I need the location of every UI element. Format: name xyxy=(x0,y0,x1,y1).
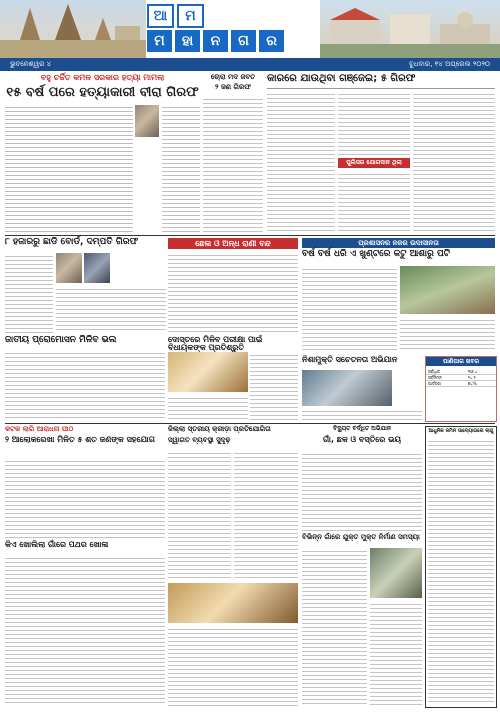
issue-date: ବୁଧବାର, ୧୪ ଅପ୍ରେଲ ୨୦୨୦ xyxy=(409,60,490,68)
story-headline: ବିଭିନ୍ନ ଗାଁରେ ଯୁକ୍ତ ମୁକ୍ତ ନିର୍ମାଣ ସମସ୍ୟା xyxy=(302,533,420,541)
story-body xyxy=(234,450,298,580)
story-body xyxy=(338,171,410,232)
story-body xyxy=(302,548,367,706)
logo-top-row xyxy=(147,4,207,28)
suspect-photo xyxy=(135,105,159,137)
accused-photo xyxy=(56,253,82,283)
story-headline: ୮ ହଜାରରୁ ଛାଡି ବୋର୍ଡ, ଦମ୍ପତି ଗିରଫ xyxy=(5,237,139,247)
story-body xyxy=(203,96,263,232)
story-body xyxy=(250,352,298,420)
section-divider xyxy=(5,235,495,236)
story-headline: ୨ ଆଲୋକରେଖା ମିଳିତ ୫ ଶତ ଜଣଙ୍କ ସହଯୋଗ xyxy=(5,435,155,444)
story-body xyxy=(168,395,248,420)
story-body xyxy=(168,450,231,580)
story-body xyxy=(400,317,495,352)
story-kicker: ପ୍ରଶାସନର ନଜର ଉଦାସୀନତା xyxy=(302,238,495,248)
story-body xyxy=(302,408,422,420)
story-body xyxy=(267,91,335,232)
temple-skyline-illustration xyxy=(0,0,146,58)
story-headline: ୧୫ ବର୍ଷ ପରେ ହତ୍ୟାକାରୀ ବୀରା ଗିରଫ xyxy=(6,85,199,100)
weather-row xyxy=(426,381,496,387)
story-body xyxy=(338,91,410,155)
temple-banner-image xyxy=(0,0,146,58)
story-body xyxy=(302,451,422,531)
story-body xyxy=(370,601,422,706)
story-headline: କାରରେ ଯାଉଥିବା ଗଞ୍ଜେଇ; ୫ ଗିରଫ xyxy=(267,74,495,89)
story-headline: ଜିଲ୍ଲା ସ୍ତରୀୟ କ୍ରୀଡ଼ା ପ୍ରତିଯୋଗିତା xyxy=(168,425,271,433)
story-headline: ଦୋସ୍ତରେ ମିଳିବ ପରୀକ୍ଷା ପାଇଁ ବିଧାୟକଙ୍କ ପ୍ରତିଶ୍ରୁତି xyxy=(168,335,263,353)
logo-letter: ମ xyxy=(177,4,204,28)
story-body xyxy=(5,104,133,232)
story-sub: ୨ ଜଣ ଗିରଫ xyxy=(215,83,251,91)
date-bar xyxy=(0,58,500,71)
logo-letter: ଗ xyxy=(231,30,256,52)
story-headline: ଗାଁ, ଛକ ଓ ବସ୍ତିରେ ଭୟ xyxy=(323,435,401,444)
story-kicker: ଚୋରା ମଦ ଜବତ xyxy=(210,73,256,81)
story-body xyxy=(162,104,200,232)
story-headline: ନିଶାମୁକ୍ତି ସଚେତନତା ଅଭିଯାନ xyxy=(302,355,398,364)
sports-event-photo xyxy=(168,583,298,623)
story-kicker: ବହୁ ଚର୍ଚ୍ଚିତ କମଳ ସରକାର ହତ୍ୟା ମାମଲା xyxy=(40,73,165,82)
logo-letter: ଆ xyxy=(147,4,174,28)
section-divider xyxy=(5,423,495,424)
story-headline: ଜାତୀୟ ପ୍ରୋମୋସନ ମିଳିବ ଭଲ xyxy=(5,335,117,345)
logo-letter: ହା xyxy=(175,30,200,52)
story-body xyxy=(168,252,298,333)
construction-photo xyxy=(370,548,422,598)
awareness-rally-photo xyxy=(302,370,392,406)
weather-value: ୨୪.୨ xyxy=(466,375,496,381)
weather-value: ୩୬.୪ xyxy=(466,369,496,375)
road-photo xyxy=(400,266,495,314)
logo-letter: ନ xyxy=(203,30,228,52)
meeting-photo xyxy=(168,352,248,392)
notice-box xyxy=(425,426,497,708)
story-kicker: ବିଦ୍ୟୁତ ବର୍ଦ୍ଧିତ ଅଭିଯାନ xyxy=(333,425,391,432)
accused-photo xyxy=(84,253,110,283)
story-body xyxy=(5,350,165,420)
story-headline: ବର୍ଷ ବର୍ଷ ଧରି ଏ ଖୁଣ୍ଟରେ କଟୁ ଆଶାରୁ ପଟି xyxy=(302,249,450,259)
building-skyline-illustration xyxy=(320,0,500,58)
notice-body xyxy=(428,438,494,703)
weather-title: ପାଣିପାଗ ଖବର xyxy=(426,357,496,366)
story-headline: ଛେଳା ଓ ଅନ୍ଧ ରାଣୀ ବନ୍ଦ xyxy=(168,238,298,249)
story-body xyxy=(56,286,166,333)
logo-letter: ମ xyxy=(147,30,172,52)
weather-label: ଆର୍ଦ୍ରତା xyxy=(426,381,466,387)
page-number: ଭୁବନେଶ୍ୱର ୪ xyxy=(10,60,52,68)
notice-title: ଆଧୁନିକ ଜମିନ ଉଦ୍ୟୋଗରେ ଲାଗୁ xyxy=(428,428,494,434)
logo-letter: ର xyxy=(259,30,284,52)
story-body xyxy=(5,253,53,333)
weather-label: ସର୍ବନିମ୍ନ xyxy=(426,375,466,381)
weather-table xyxy=(426,369,496,387)
story-headline: ସ୍ୱାଗତ ବ୍ୟବସ୍ଥା ସୁଦୃଢ଼ xyxy=(168,436,231,444)
weather-box xyxy=(425,356,497,422)
story-body xyxy=(302,266,397,352)
logo-bottom-row xyxy=(147,30,287,52)
story-body xyxy=(168,626,298,706)
story-callout: ପୁଲିସର ଯୋଗଦାନ ଥିଲା xyxy=(338,158,410,168)
story-headline: କିଏ ଖୋଲିଲା ଗାଁରେ ପଥର ଖୋଳା xyxy=(5,540,109,549)
story-body xyxy=(5,458,165,538)
story-body xyxy=(5,555,165,706)
story-kicker: କଟକ ଲାଗି ଆରାଧନା ପୀଠ xyxy=(5,425,74,433)
weather-label: ସର୍ବାଧିକ xyxy=(426,369,466,375)
masthead xyxy=(0,0,500,58)
weather-value: ୭୪% xyxy=(466,381,496,387)
story-body xyxy=(413,91,495,232)
building-banner-image xyxy=(320,0,500,58)
